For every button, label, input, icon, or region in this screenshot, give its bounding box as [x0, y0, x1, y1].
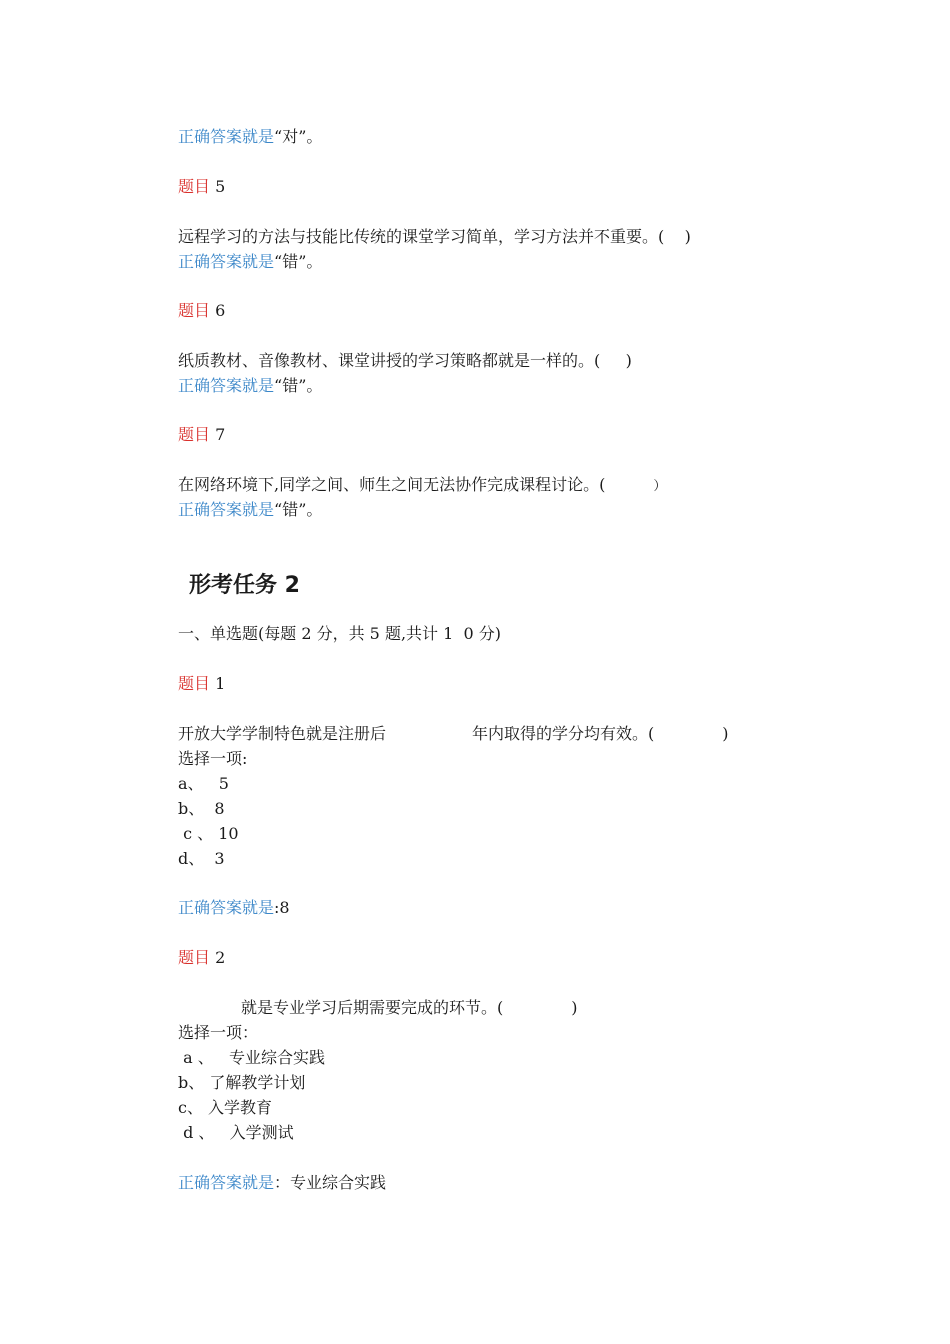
answer-label: 正确答案就是: [178, 898, 275, 917]
question-text-part-a: 开放大学学制特色就是注册后: [178, 724, 387, 743]
question-number: 6: [210, 301, 226, 320]
answer-value: “错”。: [274, 376, 323, 395]
answer-value: “错”。: [274, 500, 323, 519]
question-number: 7: [210, 425, 226, 444]
question-title-label: 题目: [178, 301, 211, 320]
answer-label: 正确答案就是: [178, 500, 275, 519]
choice-option-a: a 、 专业综合实践: [178, 1048, 325, 1067]
question-title-label: 题目: [178, 674, 211, 693]
choice-option-c: c、 入学教育: [178, 1098, 273, 1117]
question-text: [178, 475, 666, 497]
question-title: [178, 425, 225, 445]
answer-value: ：专业综合实践: [274, 1173, 387, 1192]
answer-label: 正确答案就是: [178, 127, 275, 146]
question-title: [178, 301, 225, 321]
answer-line: [178, 127, 322, 147]
question-title-label: 题目: [178, 425, 211, 444]
answer-line: [178, 1173, 386, 1193]
answer-value: “错”。: [274, 252, 323, 271]
answer-line: [178, 252, 322, 272]
choice-prompt: 选择一项:: [178, 749, 248, 768]
question-title-label: 题目: [178, 948, 211, 967]
question-number: 2: [210, 948, 226, 967]
question-text-part-b: 年内取得的学分均有效。(: [472, 724, 655, 743]
choice-option-d: d、 3: [178, 849, 225, 868]
question-text-main: 在网络环境下,同学之间、师生之间无法协作完成课程讨论。(: [178, 475, 606, 494]
question-paren-close: ): [571, 998, 578, 1017]
question-title-label: 题目: [178, 177, 211, 196]
question-text: [178, 724, 729, 744]
answer-line: [178, 500, 322, 520]
question-title: [178, 177, 225, 197]
answer-label: 正确答案就是: [178, 252, 275, 271]
choice-option-b: b、 8: [178, 799, 225, 818]
question-paren-close: ）: [653, 479, 667, 494]
answer-line: [178, 376, 322, 396]
question-paren-close: ): [722, 724, 729, 743]
question-text: 远程学习的方法与技能比传统的课堂学习简单，学习方法并不重要。( ): [178, 227, 691, 246]
question-title: [178, 674, 225, 694]
answer-label: 正确答案就是: [178, 1173, 275, 1192]
section-subheading: 一、单选题(每题 2 分，共 5 题,共计 1 0 分): [178, 624, 501, 643]
choice-option-d: d 、 入学测试: [178, 1123, 294, 1142]
choice-prompt: 选择一项：: [178, 1023, 259, 1042]
answer-value: “对”。: [274, 127, 323, 146]
answer-label: 正确答案就是: [178, 376, 275, 395]
choice-option-c: c 、 10: [178, 824, 239, 843]
question-number: 5: [210, 177, 226, 196]
choice-option-a: a、 5: [178, 774, 229, 793]
section-heading: 形考任务 2: [189, 573, 300, 598]
question-number: 1: [210, 674, 226, 693]
question-text-main: 就是专业学习后期需要完成的环节。(: [241, 998, 504, 1017]
choice-option-b: b、 了解教学计划: [178, 1073, 306, 1092]
answer-line: [178, 898, 290, 918]
answer-value: :8: [274, 898, 290, 917]
question-text: 纸质教材、音像教材、课堂讲授的学习策略都就是一样的。( ): [178, 351, 632, 370]
question-title: [178, 948, 225, 968]
question-text: [241, 998, 578, 1018]
